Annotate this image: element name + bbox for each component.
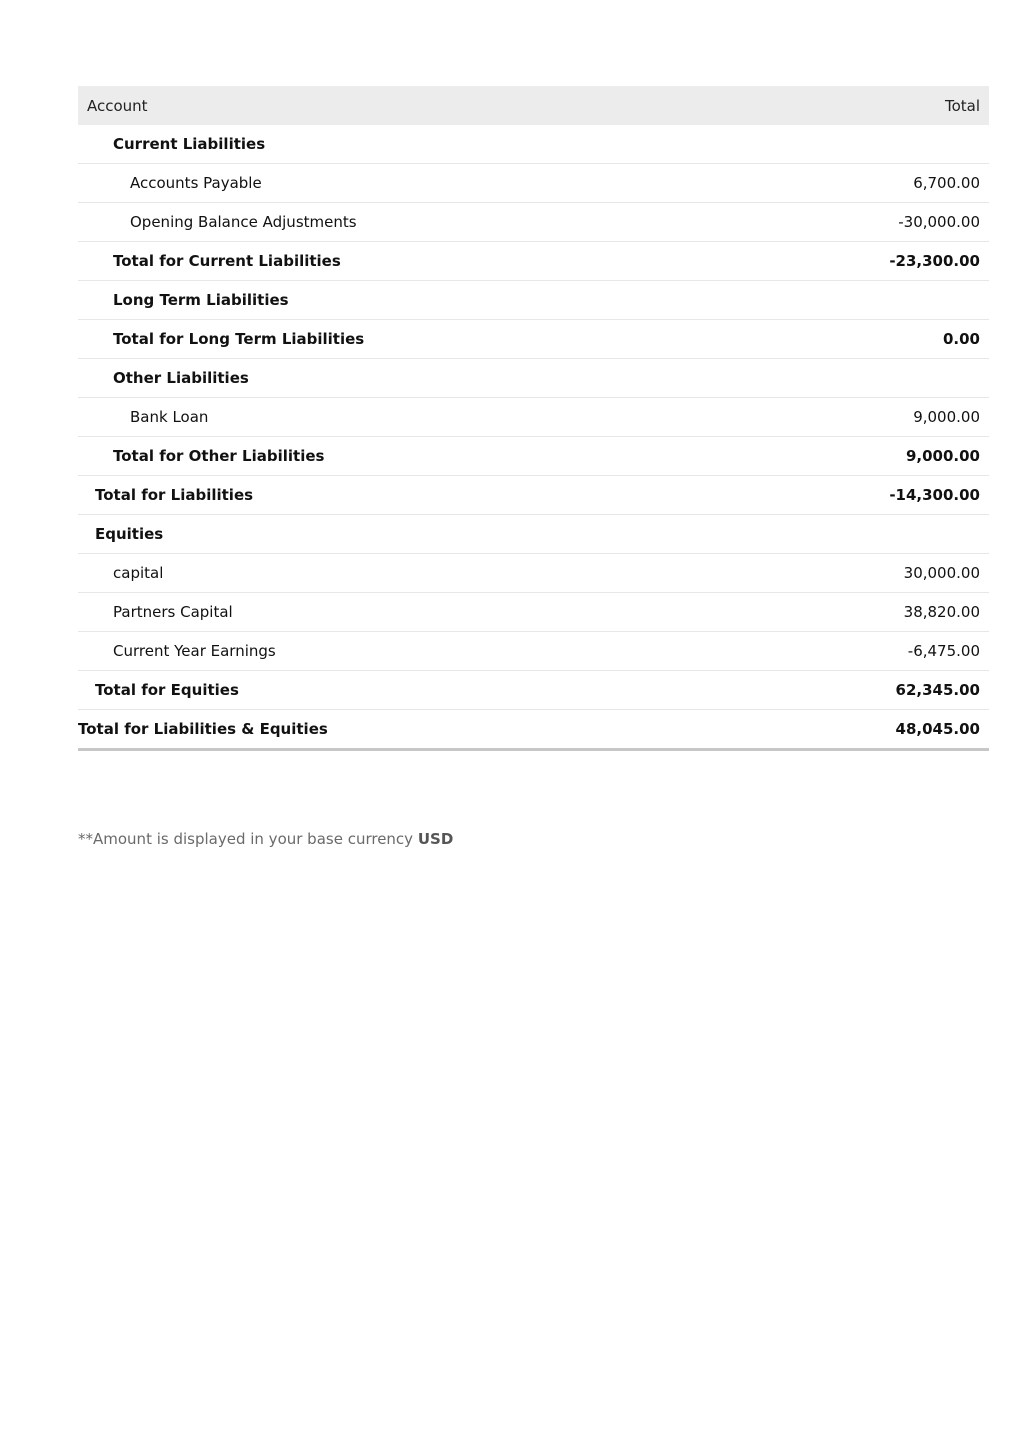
- base-currency: USD: [417, 830, 454, 848]
- account-total: 30,000.00: [903, 564, 980, 582]
- account-total: -30,000.00: [898, 213, 980, 231]
- summary-row: [78, 125, 989, 164]
- summary-row: [78, 437, 989, 476]
- account-total: 62,345.00: [895, 681, 980, 699]
- summary-row: [78, 671, 989, 710]
- account-total: 48,045.00: [895, 720, 980, 738]
- account-name: capital: [113, 564, 164, 582]
- account-name: Equities: [95, 525, 164, 543]
- account-name: Long Term Liabilities: [113, 291, 289, 309]
- account-name: Total for Equities: [95, 681, 239, 699]
- summary-row: [78, 359, 989, 398]
- footnote-text: **Amount is displayed in your base currency: [78, 830, 414, 848]
- account-name: Current Liabilities: [113, 135, 266, 153]
- account-total: -6,475.00: [907, 642, 980, 660]
- table-row: [78, 398, 989, 437]
- account-name: Total for Long Term Liabilities: [113, 330, 365, 348]
- summary-row: [78, 476, 989, 515]
- currency-footnote: [78, 830, 453, 848]
- table-row: [78, 632, 989, 671]
- total-column-header: Total: [944, 96, 980, 115]
- summary-row: [78, 281, 989, 320]
- table-header: [78, 86, 989, 125]
- account-total: 9,000.00: [905, 447, 980, 465]
- account-total: -23,300.00: [889, 252, 980, 270]
- summary-row: [78, 515, 989, 554]
- account-name: Total for Liabilities & Equities: [78, 720, 328, 738]
- table-row: [78, 554, 989, 593]
- account-total: -14,300.00: [889, 486, 980, 504]
- account-name: Total for Liabilities: [95, 486, 254, 504]
- account-name: Accounts Payable: [130, 174, 262, 192]
- account-total: 9,000.00: [913, 408, 980, 426]
- account-name: Total for Other Liabilities: [113, 447, 325, 465]
- liabilities-equities-table: [78, 86, 989, 751]
- summary-row: [78, 320, 989, 359]
- account-total: 38,820.00: [903, 603, 980, 621]
- account-name: Partners Capital: [113, 603, 233, 621]
- table-row: [78, 593, 989, 632]
- table-row: [78, 203, 989, 242]
- account-column-header: Account: [87, 96, 148, 115]
- account-name: Opening Balance Adjustments: [130, 213, 357, 231]
- account-total: 6,700.00: [913, 174, 980, 192]
- account-total: 0.00: [942, 330, 980, 348]
- account-name: Total for Current Liabilities: [113, 252, 341, 270]
- account-name: Other Liabilities: [113, 369, 249, 387]
- table-body: [78, 125, 989, 751]
- account-name: Bank Loan: [130, 408, 209, 426]
- summary-row: [78, 242, 989, 281]
- account-name: Current Year Earnings: [113, 642, 276, 660]
- table-row: [78, 164, 989, 203]
- grand-total-row: [78, 710, 989, 751]
